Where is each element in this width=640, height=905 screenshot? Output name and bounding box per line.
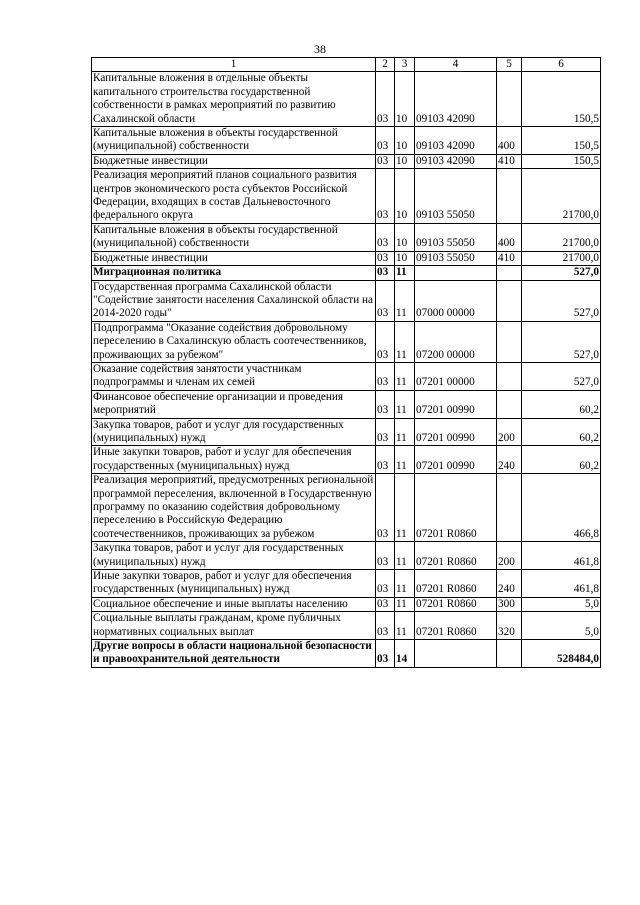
row-amount-cell: 60,2: [522, 446, 601, 474]
row-name-cell: Социальное обеспечение и иные выплаты населению: [92, 597, 376, 611]
row-subsection-cell: 11: [395, 474, 415, 542]
row-target-code-cell: 07201 R0860: [415, 612, 497, 640]
row-section-cell: 03: [376, 362, 395, 390]
row-name-cell: Бюджетные инвестиции: [92, 251, 376, 265]
row-amount-cell: 150,5: [522, 127, 601, 155]
row-name-cell: Государственная программа Сахалинской области "Содействие занятости населения Сахалинской области на 2014-2020 годы": [92, 280, 376, 321]
row-expense-type-cell: [497, 72, 522, 127]
row-expense-type-cell: 410: [497, 154, 522, 168]
row-amount-cell: 461,8: [522, 542, 601, 570]
table-row: [92, 597, 601, 611]
row-section-cell: 03: [376, 474, 395, 542]
row-amount-cell: 527,0: [522, 321, 601, 362]
row-section-cell: 03: [376, 72, 395, 127]
row-section-cell: 03: [376, 169, 395, 224]
row-section-cell: 03: [376, 266, 395, 280]
row-amount-cell: 528484,0: [522, 640, 601, 668]
row-amount-cell: 466,8: [522, 474, 601, 542]
row-name-cell: Капитальные вложения в объекты государственной (муниципальной) собственности: [92, 127, 376, 155]
row-target-code-cell: 07200 00000: [415, 321, 497, 362]
row-amount-cell: 150,5: [522, 72, 601, 127]
row-amount-cell: 527,0: [522, 266, 601, 280]
row-section-cell: 03: [376, 390, 395, 418]
row-target-code-cell: 09103 42090: [415, 127, 497, 155]
table-row: [92, 223, 601, 251]
row-subsection-cell: 11: [395, 390, 415, 418]
table-row: [92, 154, 601, 168]
page-number: 38: [314, 42, 326, 56]
header-cell-6: 6: [522, 58, 601, 72]
table-row: [92, 390, 601, 418]
row-subsection-cell: 14: [395, 640, 415, 668]
row-subsection-cell: 11: [395, 597, 415, 611]
row-name-cell: Другие вопросы в области национальной безопасности и правоохранительной деятельности: [92, 640, 376, 668]
row-expense-type-cell: 320: [497, 612, 522, 640]
row-name-cell: Закупка товаров, работ и услуг для государственных (муниципальных) нужд: [92, 542, 376, 570]
row-name-cell: Иные закупки товаров, работ и услуг для обеспечения государственных (муниципальных) нужд: [92, 570, 376, 598]
table-row: [92, 474, 601, 542]
row-amount-cell: 461,8: [522, 570, 601, 598]
row-amount-cell: 21700,0: [522, 169, 601, 224]
row-amount-cell: 5,0: [522, 612, 601, 640]
row-target-code-cell: 07201 00990: [415, 390, 497, 418]
row-name-cell: Реализация мероприятий, предусмотренных региональной программой переселения, включенной в Государственную программу по оказанию содействия добровольному переселению в Российскую Федерацию соотечественников, проживающих за рубежом: [92, 474, 376, 542]
row-section-cell: 03: [376, 418, 395, 446]
row-subsection-cell: 11: [395, 266, 415, 280]
table-row: [92, 127, 601, 155]
row-name-cell: Подпрограмма "Оказание содействия добровольному переселению в Сахалинскую область соотечественников, проживающих за рубежом": [92, 321, 376, 362]
row-name-cell: Иные закупки товаров, работ и услуг для обеспечения государственных (муниципальных) нужд: [92, 446, 376, 474]
header-cell-4: 4: [415, 58, 497, 72]
row-subsection-cell: 10: [395, 169, 415, 224]
row-subsection-cell: 11: [395, 280, 415, 321]
row-subsection-cell: 11: [395, 362, 415, 390]
row-target-code-cell: 09103 42090: [415, 72, 497, 127]
row-expense-type-cell: 240: [497, 570, 522, 598]
row-expense-type-cell: [497, 390, 522, 418]
row-target-code-cell: 09103 42090: [415, 154, 497, 168]
row-expense-type-cell: 400: [497, 223, 522, 251]
row-section-cell: 03: [376, 640, 395, 668]
row-target-code-cell: 09103 55050: [415, 251, 497, 265]
row-section-cell: 03: [376, 127, 395, 155]
row-subsection-cell: 10: [395, 223, 415, 251]
row-section-cell: 03: [376, 542, 395, 570]
row-section-cell: 03: [376, 280, 395, 321]
row-target-code-cell: 07000 00000: [415, 280, 497, 321]
header-cell-1: 1: [92, 58, 376, 72]
row-subsection-cell: 10: [395, 72, 415, 127]
table-row: [92, 570, 601, 598]
row-expense-type-cell: [497, 474, 522, 542]
row-subsection-cell: 11: [395, 321, 415, 362]
row-section-cell: 03: [376, 446, 395, 474]
header-cell-2: 2: [376, 58, 395, 72]
table-row: [92, 612, 601, 640]
row-target-code-cell: 09103 55050: [415, 169, 497, 224]
row-subsection-cell: 11: [395, 418, 415, 446]
row-target-code-cell: 07201 R0860: [415, 597, 497, 611]
row-amount-cell: 5,0: [522, 597, 601, 611]
row-name-cell: Миграционная политика: [92, 266, 376, 280]
row-name-cell: Социальные выплаты гражданам, кроме публичных нормативных социальных выплат: [92, 612, 376, 640]
budget-table: [91, 57, 601, 668]
table-row: [92, 446, 601, 474]
row-target-code-cell: [415, 640, 497, 668]
row-section-cell: 03: [376, 612, 395, 640]
header-row: [92, 58, 601, 72]
row-expense-type-cell: [497, 169, 522, 224]
row-name-cell: Реализация мероприятий планов социального развития центров экономического роста субъектов Российской Федерации, входящих в состав Дальневосточного федерального округа: [92, 169, 376, 224]
table-row: [92, 169, 601, 224]
row-section-cell: 03: [376, 223, 395, 251]
row-expense-type-cell: 200: [497, 418, 522, 446]
row-expense-type-cell: 300: [497, 597, 522, 611]
table-row: [92, 280, 601, 321]
row-amount-cell: 150,5: [522, 154, 601, 168]
row-expense-type-cell: 400: [497, 127, 522, 155]
table-row: [92, 321, 601, 362]
table-row: [92, 266, 601, 280]
row-expense-type-cell: [497, 640, 522, 668]
row-amount-cell: 21700,0: [522, 251, 601, 265]
header-cell-3: 3: [395, 58, 415, 72]
row-section-cell: 03: [376, 597, 395, 611]
row-target-code-cell: 07201 00990: [415, 418, 497, 446]
row-name-cell: Оказание содействия занятости участникам подпрограммы и членам их семей: [92, 362, 376, 390]
row-name-cell: Финансовое обеспечение организации и проведения мероприятий: [92, 390, 376, 418]
row-target-code-cell: 07201 00000: [415, 362, 497, 390]
row-name-cell: Капитальные вложения в объекты государственной (муниципальной) собственности: [92, 223, 376, 251]
row-expense-type-cell: 240: [497, 446, 522, 474]
row-section-cell: 03: [376, 154, 395, 168]
row-amount-cell: 60,2: [522, 390, 601, 418]
row-expense-type-cell: [497, 321, 522, 362]
row-subsection-cell: 11: [395, 612, 415, 640]
row-target-code-cell: [415, 266, 497, 280]
table-row: [92, 542, 601, 570]
row-target-code-cell: 07201 R0860: [415, 570, 497, 598]
row-amount-cell: 60,2: [522, 418, 601, 446]
row-section-cell: 03: [376, 251, 395, 265]
row-expense-type-cell: [497, 362, 522, 390]
header-cell-5: 5: [497, 58, 522, 72]
row-name-cell: Бюджетные инвестиции: [92, 154, 376, 168]
row-expense-type-cell: 200: [497, 542, 522, 570]
row-expense-type-cell: [497, 266, 522, 280]
row-section-cell: 03: [376, 321, 395, 362]
row-subsection-cell: 11: [395, 542, 415, 570]
row-name-cell: Капитальные вложения в отдельные объекты капитального строительства государственной собственности в рамках мероприятий по развитию Сахалинской области: [92, 72, 376, 127]
row-expense-type-cell: [497, 280, 522, 321]
row-expense-type-cell: 410: [497, 251, 522, 265]
table-row: [92, 362, 601, 390]
row-subsection-cell: 11: [395, 570, 415, 598]
table-row: [92, 72, 601, 127]
row-subsection-cell: 10: [395, 154, 415, 168]
row-subsection-cell: 10: [395, 251, 415, 265]
row-amount-cell: 527,0: [522, 362, 601, 390]
row-subsection-cell: 10: [395, 127, 415, 155]
row-target-code-cell: 09103 55050: [415, 223, 497, 251]
table-row: [92, 640, 601, 668]
row-amount-cell: 527,0: [522, 280, 601, 321]
row-subsection-cell: 11: [395, 446, 415, 474]
row-amount-cell: 21700,0: [522, 223, 601, 251]
row-target-code-cell: 07201 R0860: [415, 474, 497, 542]
row-target-code-cell: 07201 R0860: [415, 542, 497, 570]
table-row: [92, 251, 601, 265]
row-section-cell: 03: [376, 570, 395, 598]
row-name-cell: Закупка товаров, работ и услуг для государственных (муниципальных) нужд: [92, 418, 376, 446]
row-target-code-cell: 07201 00990: [415, 446, 497, 474]
table-row: [92, 418, 601, 446]
